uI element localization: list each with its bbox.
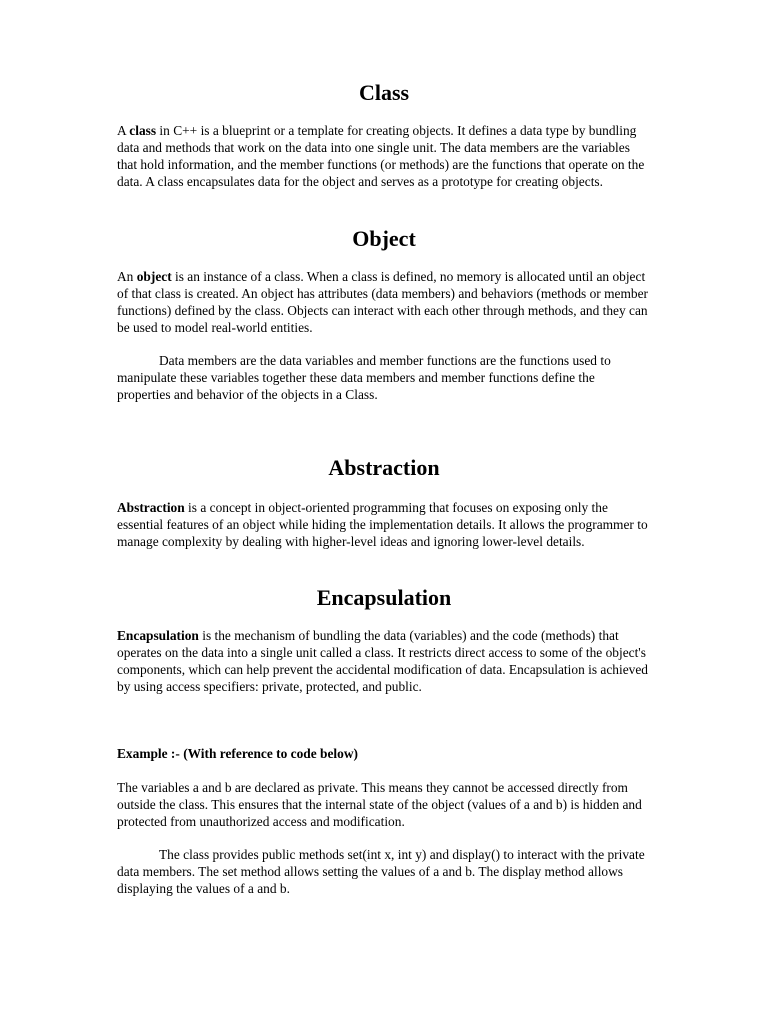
paragraph-private-variables xyxy=(117,779,651,830)
example-label xyxy=(117,745,651,762)
term-object: object xyxy=(136,269,172,284)
abstraction-definition-text: is a concept in object-oriented programming that focuses on exposing only the essential features of an object while hiding the implementation details. It allows the programmer to manage complexity by dealing with higher-level ideas and ignoring lower-level details. xyxy=(117,500,648,549)
paragraph-public-methods xyxy=(117,846,651,897)
paragraph-abstraction-definition xyxy=(117,499,651,550)
paragraph-data-members xyxy=(117,352,651,403)
object-definition-text: is an instance of a class. When a class is defined, no memory is allocated until an object of that class is created. An object has attributes (data members) and behaviors (methods or member functions) defined by the class. Objects can interact with each other through methods, and they can be used to model real-world entities. xyxy=(117,269,648,335)
heading-abstraction: Abstraction xyxy=(328,455,440,480)
term-class: class xyxy=(129,123,157,138)
paragraph-class-definition xyxy=(117,122,651,190)
heading-object: Object xyxy=(352,226,416,251)
heading-encapsulation: Encapsulation xyxy=(316,585,452,610)
term-encapsulation: Encapsulation xyxy=(117,628,199,643)
public-methods-text: The class provides public methods set(int x, int y) and display() to interact with the private data members. The set method allows setting the values of a and b. The display method allows displaying the values of a and b. xyxy=(117,847,645,896)
object-intro-text: An xyxy=(117,269,137,284)
example-label-text: Example :- (With reference to code below) xyxy=(117,746,358,761)
encapsulation-definition-text: is the mechanism of bundling the data (variables) and the code (methods) that operates on the data into a single unit called a class. It restricts direct access to some of the object's components, which can help prevent the accidental modification of data. Encapsulation is achieved by using access specifiers: private, protected, and public. xyxy=(117,628,648,694)
term-abstraction: Abstraction xyxy=(117,500,185,515)
paragraph-encapsulation-definition xyxy=(117,627,651,695)
class-definition-text: in C++ is a blueprint or a template for creating objects. It defines a data type by bundling data and methods that work on the data into one single unit. The data members are the variables that hold information, and the member functions (or methods) are the functions that operate on the data. A class encapsulates data for the object and serves as a prototype for creating objects. xyxy=(117,123,645,189)
private-variables-text: The variables a and b are declared as private. This means they cannot be accessed directly from outside the class. This ensures that the internal state of the object (values of a and b) is hidden and protected from unauthorized access and modification. xyxy=(117,780,642,829)
class-intro-text: A xyxy=(117,123,130,138)
paragraph-object-definition xyxy=(117,268,651,336)
data-members-text: Data members are the data variables and member functions are the functions used to manipulate these variables together these data members and member functions define the properties and behavior of the objects in a Class. xyxy=(117,353,611,402)
heading-class: Class xyxy=(358,80,410,105)
